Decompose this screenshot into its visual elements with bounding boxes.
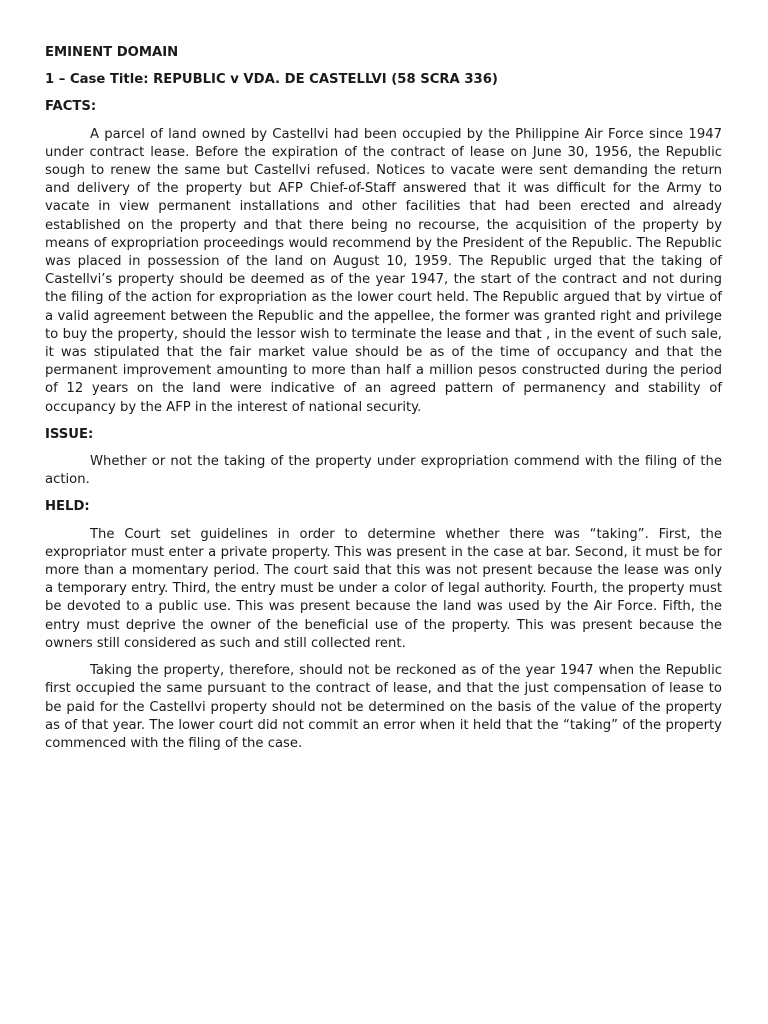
facts-heading: FACTS: xyxy=(45,99,97,115)
issue-heading: ISSUE: xyxy=(45,426,94,442)
held-paragraph: The Court set guidelines in order to determine whether there was “taking”. First, the expropriator must enter a private property. This was present in the case at bar. Second, it must be for more than a momentary period. The court said that this was not present because the lease was only a temporary entry. Third, the entry must be under a color of legal authority. Fourth, the property must be devoted to a public use. This was present because the land was used by the Air Force. Fifth, the entry must deprive the owner of the beneficial use of the property. This was present because the owners still considered as such and still collected rent. xyxy=(45,526,722,651)
document-page xyxy=(45,44,722,762)
issue-paragraph: Whether or not the taking of the property under expropriation commend with the filing of the action. xyxy=(45,454,722,488)
facts-paragraph: A parcel of land owned by Castellvi had been occupied by the Philippine Air Force since 1947 under contract lease. Before the expiration of the contract of lease on June 30, 1956, the Republic sough to renew the same but Castellvi refused. Notices to vacate were sent demanding the return and delivery of the property but AFP Chief-of-Staff answered that it was difficult for the Army to vacate in view permanent installations and other facilities that had been erected and already established on the property and that there being no recourse, the acquisition of the property by means of expropriation proceedings would recommend by the President of the Republic. The Republic was placed in possession of the land on August 10, 1959. The Republic urged that the taking of Castellvi’s property should be deemed as of the year 1947, the start of the contract and not during the filing of the action for expropriation as the lower court held. The Republic argued that by virtue of a valid agreement between the Republic and the appellee, the former was granted right and privilege to buy the property, should the lessor wish to terminate the lease and that , in the event of such sale, it was stipulated that the fair market value should be as of the time of occupancy and that the permanent improvement amounting to more than half a million pesos constructed during the period of 12 years on the land were indicative of an agreed pattern of permanency and stability of occupancy by the AFP in the interest of national security. xyxy=(45,126,722,415)
held-heading: HELD: xyxy=(45,499,90,515)
case-title: 1 – Case Title: REPUBLIC v VDA. DE CASTELLVI (58 SCRA 336) xyxy=(45,72,498,88)
held-paragraph: Taking the property, therefore, should not be reckoned as of the year 1947 when the Republic first occupied the same pursuant to the contract of lease, and that the just compensation of lease to be paid for the Castellvi property should not be determined on the basis of the value of the property as of that year. The lower court did not commit an error when it held that the “taking” of the property commenced with the filing of the case. xyxy=(45,663,722,751)
document-title: EMINENT DOMAIN xyxy=(45,45,179,60)
